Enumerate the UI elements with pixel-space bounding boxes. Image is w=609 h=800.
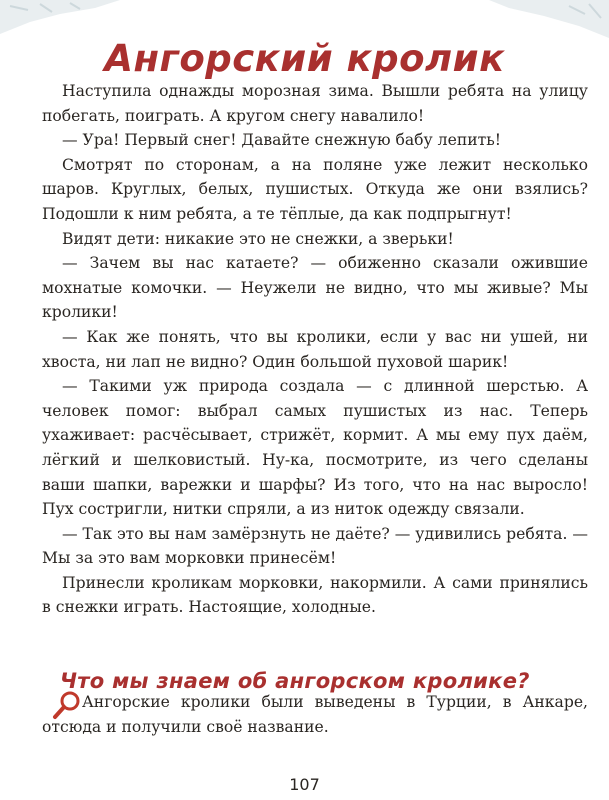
story-paragraph: Смотрят по сторонам, а на поляне уже лежит несколько шаров. Круглых, белых, пушистых. Откуда же они взялись? Подошли к ним ребята, а те тёплые, да как подпрыгнут! [42, 155, 588, 223]
story-paragraph: Видят дети: никакие это не снежки, а зверьки! [62, 229, 454, 248]
story-paragraph: — Зачем вы нас катаете? — обиженно сказали ожившие мохнатые комочки. — Неужели не видно, что мы живые? Мы кролики! [42, 254, 588, 322]
story-paragraph: — Так это вы нам замёрзнуть не даёте? — удивились ребята. — Мы за это вам морковки принесём! [42, 524, 588, 568]
section-heading: Что мы знаем об ангорском кролике? [60, 669, 530, 694]
story-paragraph: — Как же понять, что вы кролики, если у вас ни ушей, ни хвоста, ни лап не видно? Один большой пуховой шарик! [42, 327, 588, 371]
decorative-corner-right [489, 0, 609, 40]
page-number: 107 [289, 775, 320, 794]
story-text [42, 79, 588, 620]
fact-text: Ангорские кролики были выведены в Турции, в Анкаре, отсюда и получили своё название. [42, 693, 588, 736]
story-paragraph: — Ура! Первый снег! Давайте снежную бабу лепить! [62, 131, 501, 150]
page-title: Ангорский кролик [104, 36, 505, 80]
story-paragraph: Принесли кроликам морковки, накормили. А сами принялись в снежки играть. Настоящие, холодные. [42, 573, 588, 617]
story-paragraph: Наступила однажды морозная зима. Вышли ребята на улицу побегать, поиграть. А кругом снегу навалило! [42, 82, 588, 125]
story-paragraph: — Такими уж природа создала — с длинной шерстью. А человек помог: выбрал самых пушистых из нас. Теперь ухаживает: расчёсывает, стрижёт, кормит. А мы ему пух даём, лёгкий и шелковистый. Ну-ка, посмотрите, из чего сделаны ваши шапки, варежки и шарфы? Из того, что на нас выросло! Пух состригли, нитки спряли, а из ниток одежду связали. [42, 377, 588, 519]
decorative-corner-left [0, 0, 120, 40]
